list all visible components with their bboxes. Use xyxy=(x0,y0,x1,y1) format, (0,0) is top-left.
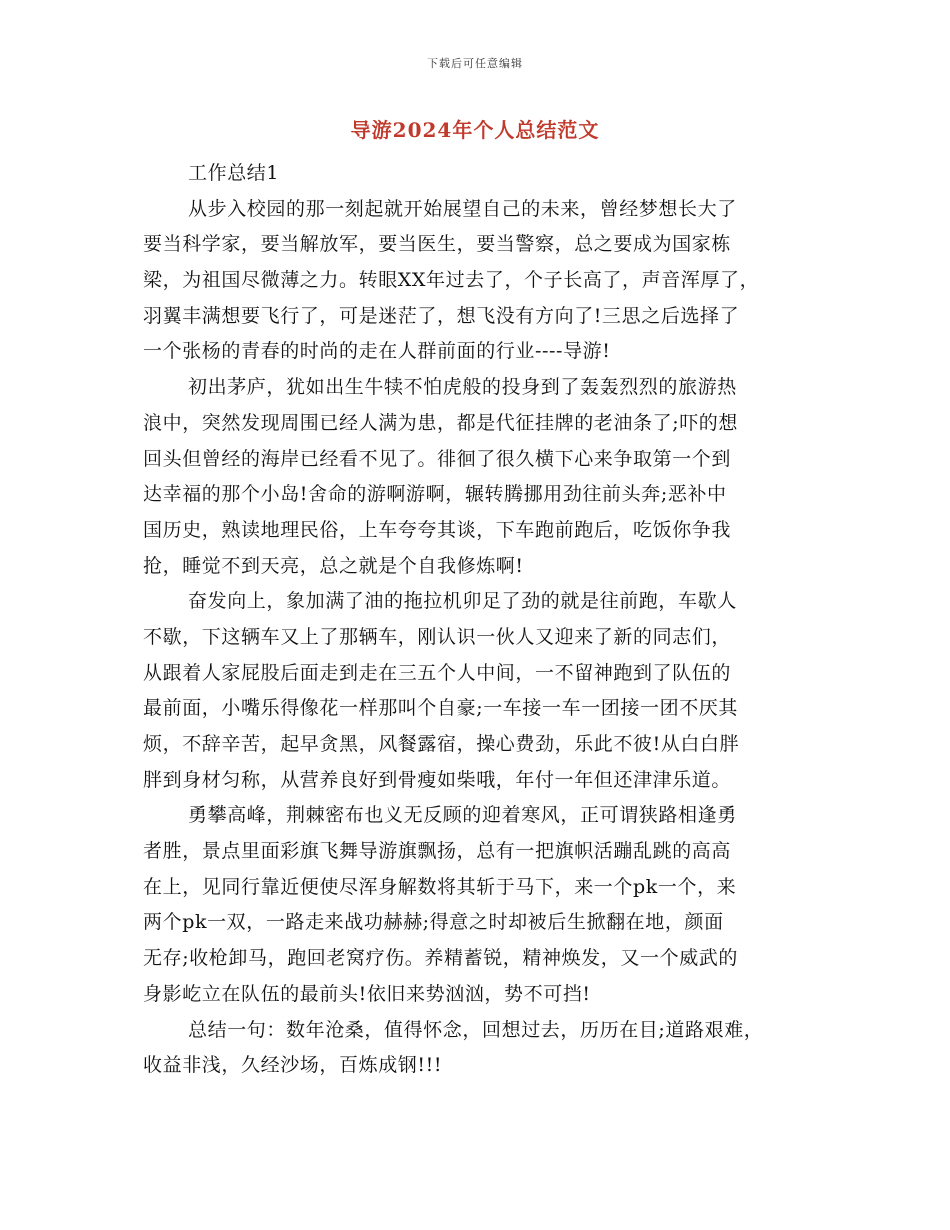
paragraph-line: 从步入校园的那一刻起就开始展望自己的未来，曾经梦想长大了 xyxy=(188,197,737,220)
paragraph-line: 不歇，下这辆车又上了那辆车，刚认识一伙人又迎来了新的同志们， xyxy=(143,625,732,648)
paragraph-line: 要当科学家，要当解放军，要当医生，要当警察，总之要成为国家栋 xyxy=(143,233,732,256)
paragraph-line: 初出茅庐，犹如出生牛犊不怕虎般的投身到了轰轰烈烈的旅游热 xyxy=(188,376,737,399)
paragraph-line: 收益非浅，久经沙场，百炼成钢!!! xyxy=(143,1054,443,1077)
paragraph-line: 抢，睡觉不到天亮，总之就是个自我修炼啊! xyxy=(143,554,524,577)
paragraph-line: 一个张杨的青春的时尚的走在人群前面的行业----导游! xyxy=(143,340,611,363)
paragraph-line: 无存;收枪卸马，跑回老窝疗伤。养精蓄锐，精神焕发，又一个威武的 xyxy=(143,947,739,970)
paragraph-line: 两个pk一双，一路走来战功赫赫;得意之时却被后生掀翻在地，颜面 xyxy=(143,911,724,934)
header-note: 下载后可任意编辑 xyxy=(427,57,523,70)
section-heading: 工作总结1 xyxy=(188,162,280,184)
paragraph-line: 羽翼丰满想要飞行了，可是迷茫了，想飞没有方向了!三思之后选择了 xyxy=(143,304,740,327)
paragraph-line: 国历史，熟读地理民俗，上车夸夸其谈，下车跑前跑后，吃饭你争我 xyxy=(143,518,732,541)
paragraph-line: 从跟着人家屁股后面走到走在三五个人中间，一不留神跑到了队伍的 xyxy=(143,661,732,684)
paragraph-line: 身影屹立在队伍的最前头!依旧来势汹汹，势不可挡! xyxy=(143,982,591,1005)
paragraph xyxy=(143,798,823,1012)
paragraph-line: 总结一句：数年沧桑，值得怀念，回想过去，历历在目;道路艰难， xyxy=(188,1018,764,1041)
paragraph-line: 回头但曾经的海岸已经看不见了。徘徊了很久横下心来争取第一个到 xyxy=(143,447,732,470)
paragraph xyxy=(143,1013,823,1084)
paragraph-line: 胖到身材匀称，从营养良好到骨瘦如柴哦，年付一年但还津津乐道。 xyxy=(143,768,732,791)
paragraph-line: 最前面，小嘴乐得像花一样那叫个自豪;一车接一车一团接一团不厌其 xyxy=(143,697,739,720)
paragraph xyxy=(143,370,823,584)
paragraph-line: 者胜，景点里面彩旗飞舞导游旗飘扬，总有一把旗帜活蹦乱跳的高高 xyxy=(143,840,732,863)
paragraph xyxy=(143,584,823,798)
paragraph-line: 梁，为祖国尽微薄之力。转眼XX年过去了，个子长高了，声音浑厚了， xyxy=(143,269,760,292)
paragraph-line: 奋发向上，象加满了油的拖拉机卯足了劲的就是往前跑，车歇人 xyxy=(188,590,737,613)
paragraph-list xyxy=(143,192,823,1084)
paragraph-line: 在上，见同行靠近便使尽浑身解数将其斩于马下，来一个pk一个，来 xyxy=(143,875,737,898)
paragraph-line: 浪中，突然发现周围已经人满为患，都是代征挂牌的老油条了;吓的想 xyxy=(143,411,739,434)
paragraph-line: 烦，不辞辛苦，起早贪黑，风餐露宿，操心费劲，乐此不彼!从白白胖 xyxy=(143,733,740,755)
paragraph-line: 勇攀高峰，荆棘密布也义无反顾的迎着寒风，正可谓狭路相逢勇 xyxy=(188,804,737,827)
document-body xyxy=(143,156,823,1084)
document-title: 导游2024年个人总结范文 xyxy=(350,118,600,142)
paragraph xyxy=(143,192,823,370)
paragraph-line: 达幸福的那个小岛!舍命的游啊游啊，辗转腾挪用劲往前头奔;恶补中 xyxy=(143,483,727,506)
